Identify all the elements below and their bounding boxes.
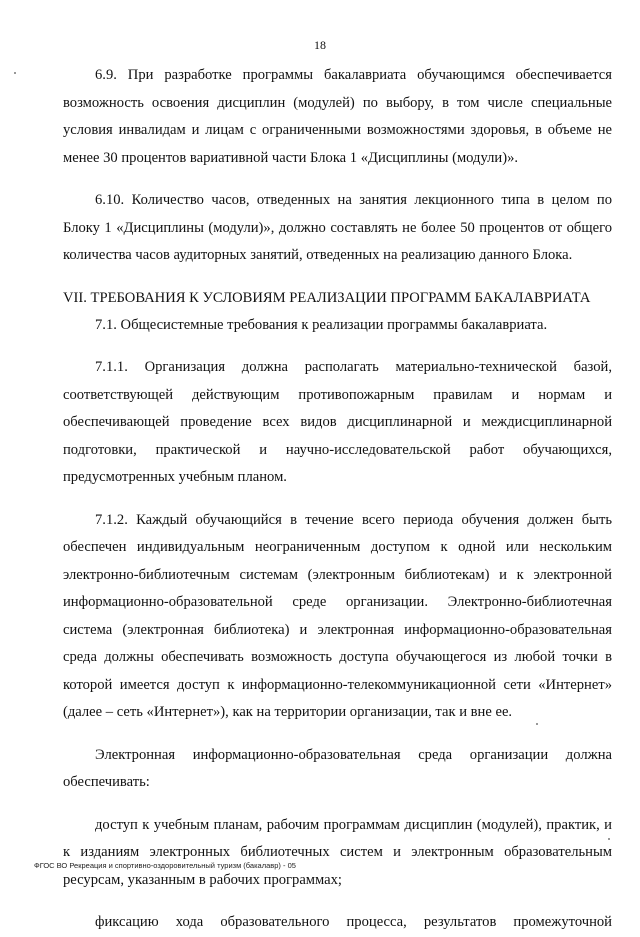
paragraph-6-10: 6.10. Количество часов, отведенных на занятия лекционного типа в целом по Блоку 1 «Дисциплины (модули)», должно составлять не более 50 процентов от общего количества часов аудиторных занятий, отведенных на реализацию данного Блока.: [63, 192, 612, 263]
paragraph-7-1: 7.1. Общесистемные требования к реализации программы бакалавриата.: [95, 316, 548, 333]
paragraph-7-1-2: 7.1.2. Каждый обучающийся в течение всего периода обучения должен быть обеспечен индивидуальным неограниченным доступом к одной или нескольким электронно-библиотечным системам (электронным библиотекам) и к электронной информационно-образовательной среде организации. Электронно-библиотечная система (электронная библиотека) и электронная информационно-образовательная среда должны обеспечивать возможность доступа обучающегося из любой точки в которой имеется доступ к информационно-телекоммуникационной сети «Интернет» (далее – сеть «Интернет»), как на территории организации, так и вне ее.: [63, 511, 612, 720]
page-number: 18: [314, 38, 326, 52]
paragraph-eios: Электронная информационно-образовательная среда организации должна обеспечивать:: [63, 746, 612, 790]
paragraph-access: доступ к учебным планам, рабочим программам дисциплин (модулей), практик, и к изданиям электронных библиотечных систем и электронным образовательным ресурсам, указанным в рабочих программах;: [63, 816, 612, 888]
paragraph-fixation: фиксацию хода образовательного процесса, результатов промежуточной: [95, 914, 612, 930]
document-body: [63, 62, 612, 937]
scan-speck: [608, 838, 610, 840]
scan-speck: [14, 72, 16, 74]
paragraph-6-9: 6.9. При разработке программы бакалавриата обучающимся обеспечивается возможность освоения дисциплин (модулей) по выбору, в том числе специальные условия инвалидам и лицам с ограниченными возможностями здоровья, в объеме не менее 30 процентов вариативной части Блока 1 «Дисциплины (модули)».: [63, 67, 612, 166]
scan-speck: [536, 723, 538, 725]
footer-caption: ФГОС ВО Рекреация и спортивно-оздоровительный туризм (бакалавр) - 05: [34, 861, 296, 870]
paragraph-7-1-1: 7.1.1. Организация должна располагать материально-технической базой, соответствующей действующим противопожарным правилам и нормам и обеспечивающей проведение всех видов дисциплинарной и междисциплинарной подготовки, практической и научно-исследовательской работ обучающихся, предусмотренных учебным планом.: [63, 359, 612, 485]
section-title: VII. ТРЕБОВАНИЯ К УСЛОВИЯМ РЕАЛИЗАЦИИ ПРОГРАММ БАКАЛАВРИАТА: [63, 289, 591, 306]
